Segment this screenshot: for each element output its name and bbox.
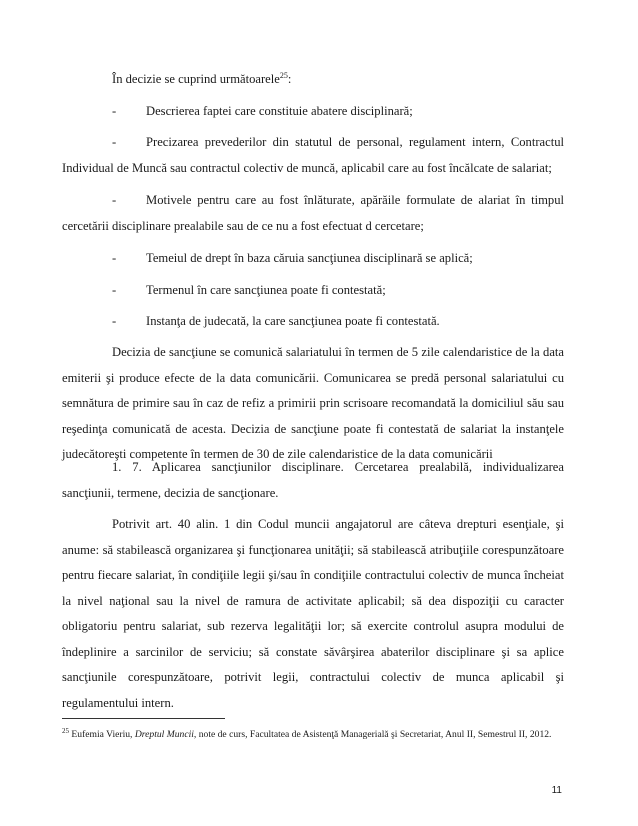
- footnote-reference[interactable]: 25: [279, 70, 288, 80]
- intro-colon: :: [287, 72, 292, 86]
- footnote-rest: , note de curs, Facultatea de Asistenţă Managerială şi Secretariat, Anul II, Semestrul II, 2012.: [193, 729, 552, 740]
- list-dash: -: [112, 104, 117, 118]
- list-item: [62, 130, 564, 181]
- footnote-title: Dreptul Muncii: [134, 729, 194, 740]
- list-item-text: Termenul în care sancţiunea poate fi contestată;: [146, 283, 386, 297]
- list-item: [62, 99, 564, 125]
- list-item: [62, 188, 564, 239]
- list-item: [62, 309, 564, 335]
- list-dash: -: [112, 193, 117, 207]
- section-heading: 1. 7. Aplicarea sancţiunilor disciplinare. Cercetarea prealabilă, individualizarea sancţiunii, termene, decizia de sancţionare.: [62, 460, 564, 500]
- list-dash: -: [112, 135, 117, 149]
- footnote-separator: [62, 718, 225, 719]
- body-paragraph: Decizia de sancţiune se comunică salariatului în termen de 5 zile calendaristice de la data emiterii şi produce efecte de la data comunicării. Comunicarea se predă personal salariatului cu semnătura de primire sau în caz de refiz a primirii prin scrisoare recomandată la domiciliul său sau reşedinţa comunicată de acesta. Decizia de sancţiune poate fi contestată de salariat la instanţele judecătoreşti competente în termen de 30 de zile calendaristice de la data comunicării: [62, 345, 564, 461]
- list-item: [62, 246, 564, 272]
- intro-text: În decizie se cuprind următoarele: [112, 72, 280, 86]
- footnote-number: 25: [62, 726, 69, 735]
- list-item-text: Motivele pentru care au fost înlăturate, apărăile formulate de alariat în timpul cercetării disciplinare prealabile sau de ce nu a fost efectuat d cercetare;: [62, 193, 564, 233]
- intro-line: [112, 67, 291, 93]
- list-item-text: Temeiul de drept în baza căruia sancţiunea disciplinară se aplică;: [146, 251, 473, 265]
- body-paragraph: Potrivit art. 40 alin. 1 din Codul muncii angajatorul are câteva drepturi esenţiale, şi anume: să stabilească organizarea şi funcţionarea unităţii; să stabilească atribuţiile corespunzătoare pentru fiecare salariat, în condiţiile legii şi/sau în condiţiile contractului colectiv de munca încheiat la nivel naţional sau la nivel de ramura de activitate aplicabil; să dea dispoziţii cu caracter obligatoriu pentru salariat, sub rezerva legalităţii lor; să exercite controlul asupra modului de îndeplinire a sarcinilor de serviciu; să constate săvârşirea abaterilor disciplinare şi sa aplice sancţiunile corespunzătoare, potrivit legii, contractului colectiv de munca aplicabil şi regulamentului intern.: [62, 517, 564, 710]
- list-dash: -: [112, 314, 117, 328]
- footnote-author: Eufemia Vieriu,: [71, 729, 135, 740]
- list-item: [62, 278, 564, 304]
- list-item-text: Instanţa de judecată, la care sancţiunea poate fi contestată.: [146, 314, 440, 328]
- list-dash: -: [112, 283, 117, 297]
- footnote: [62, 726, 562, 744]
- list-dash: -: [112, 251, 117, 265]
- list-item-text: Descrierea faptei care constituie abatere disciplinară;: [146, 104, 413, 118]
- page-number: 11: [551, 785, 562, 796]
- list-item-text: Precizarea prevederilor din statutul de personal, regulament intern, Contractul Individual de Muncă sau contractul colectiv de muncă, aplicabil care au fost încălcate de salariat;: [62, 135, 564, 175]
